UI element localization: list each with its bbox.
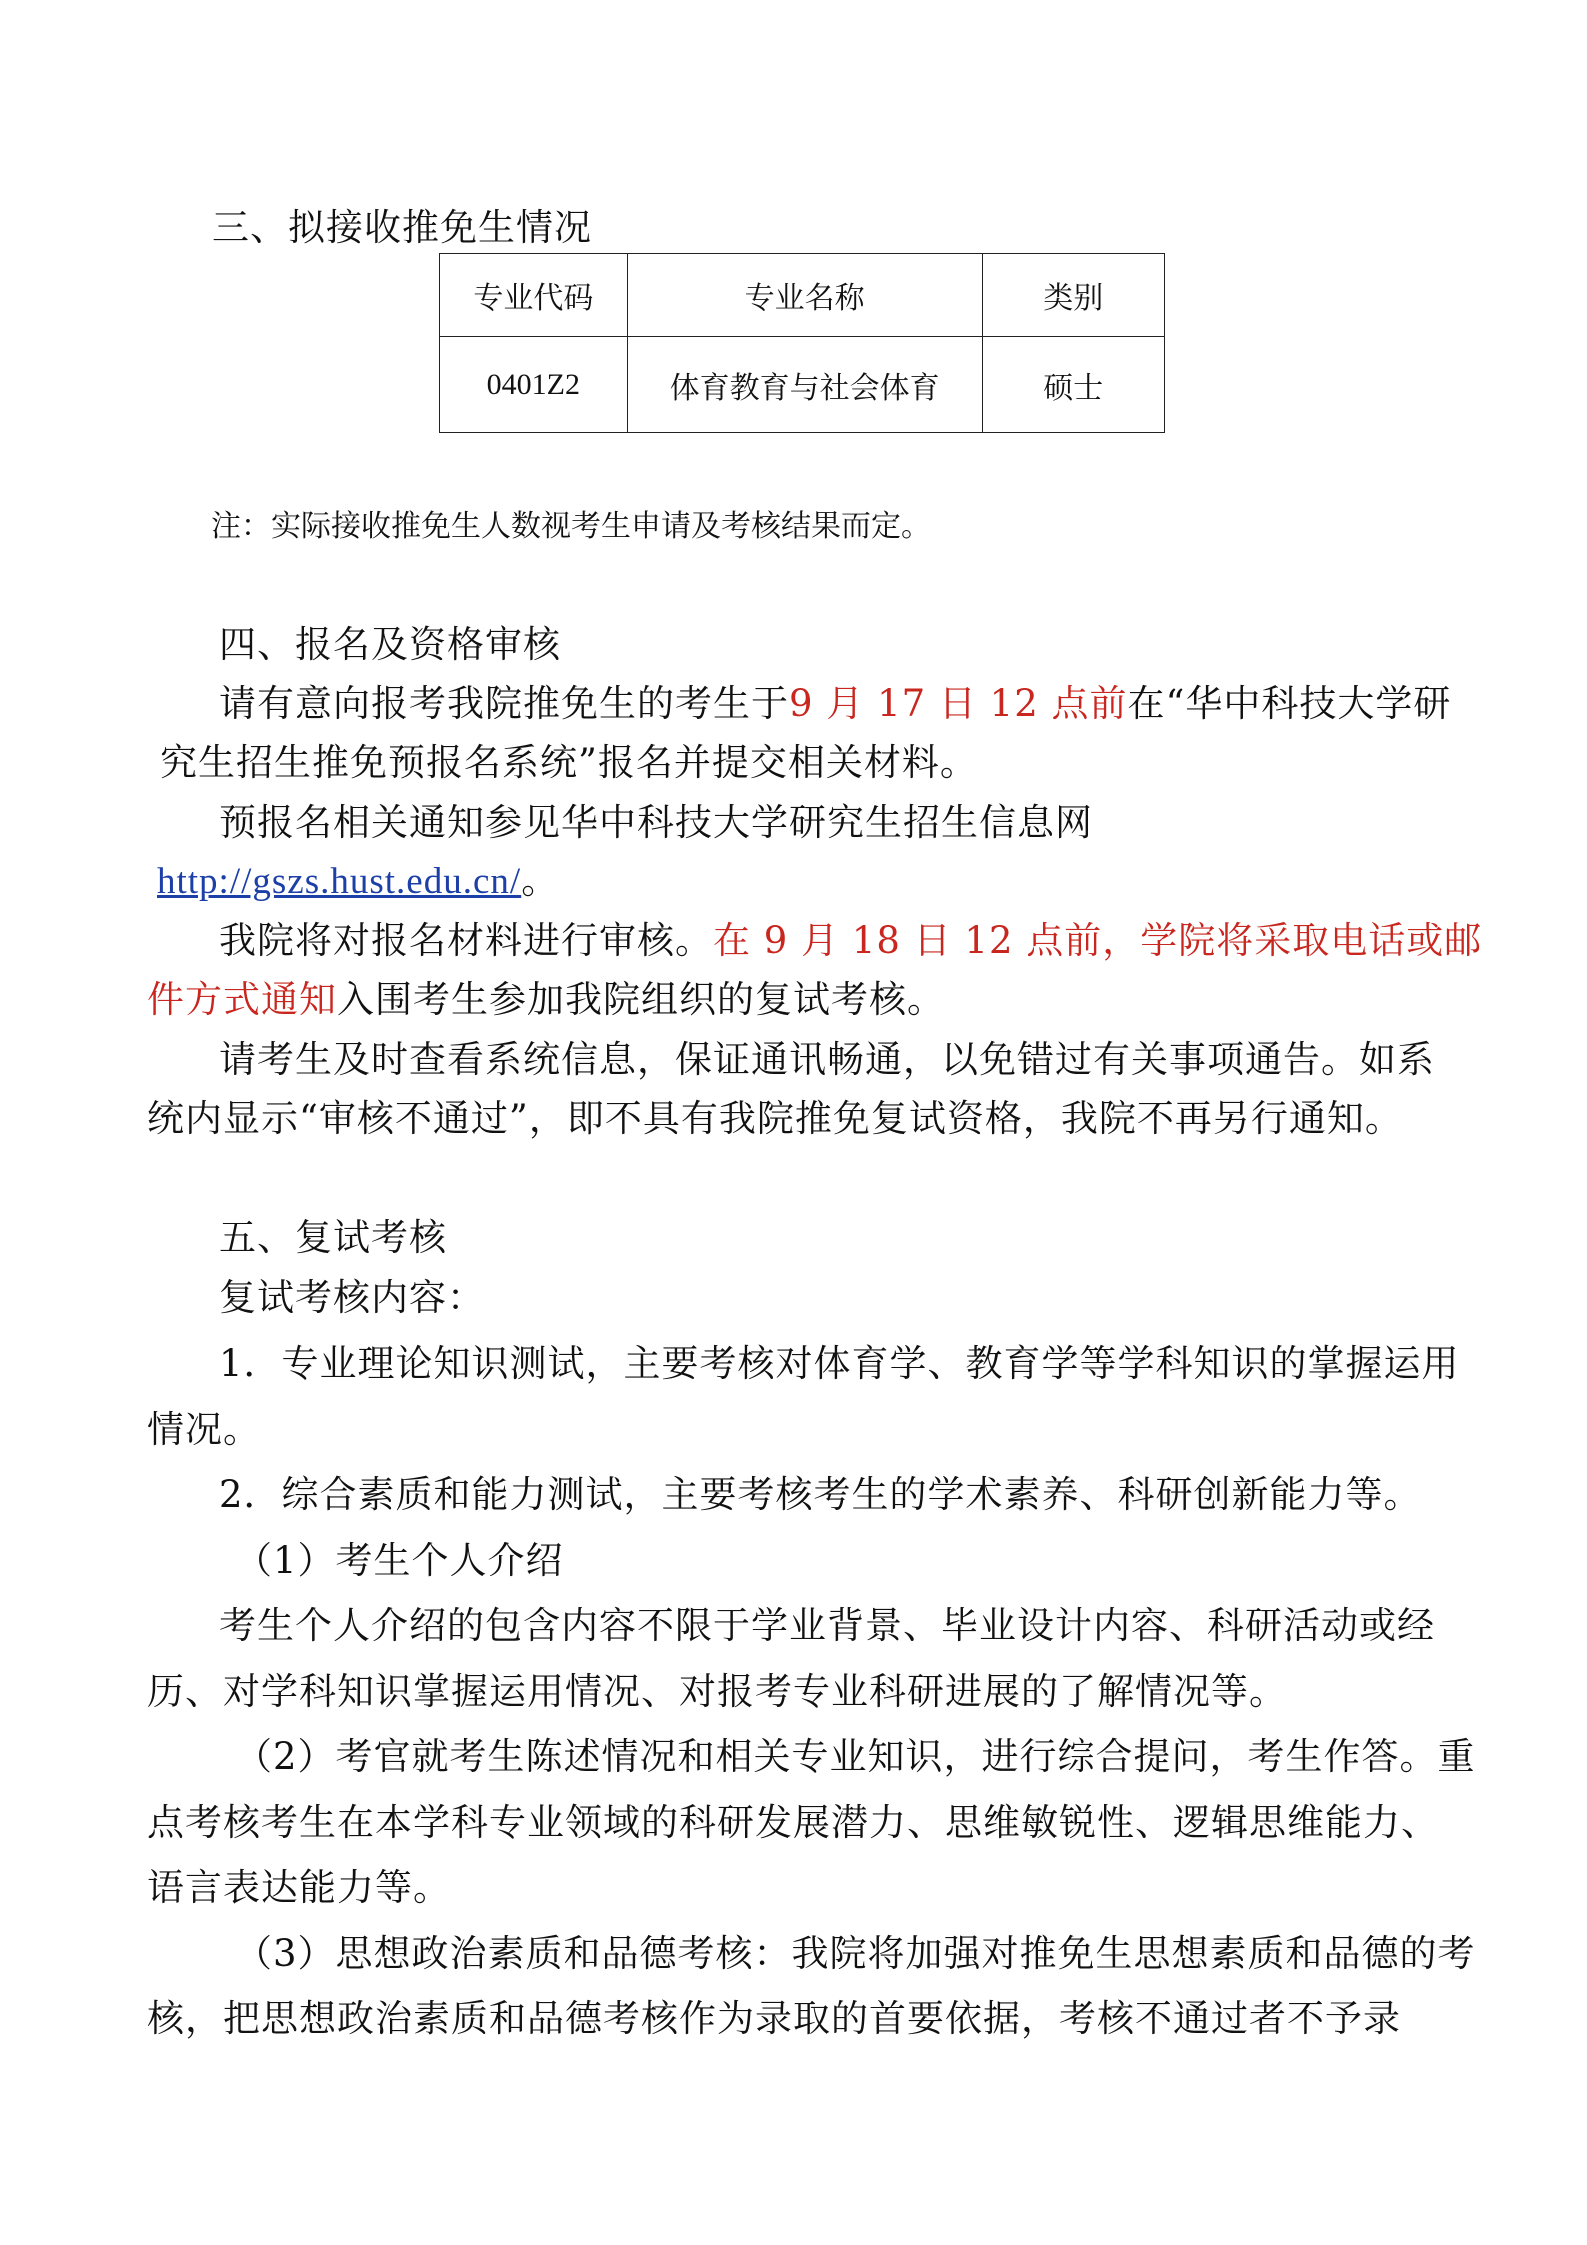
paragraph-line: 历、对学科知识掌握运用情况、对报考专业科研进展的了解情况等。 xyxy=(147,1670,1287,1713)
registration-deadline: 9 月 17 日 12 点前 xyxy=(789,682,1128,725)
paragraph-line: 考生个人介绍的包含内容不限于学业背景、毕业设计内容、科研活动或经 xyxy=(219,1604,1435,1647)
table-note: 注：实际接收推免生人数视考生申请及考核结果而定。 xyxy=(211,509,931,544)
paragraph-line: 语言表达能力等。 xyxy=(147,1866,451,1909)
paragraph-line xyxy=(219,918,1482,964)
paragraph-line: 复试考核内容： xyxy=(219,1276,485,1319)
admissions-website-link[interactable]: http://gszs.hust.edu.cn/ xyxy=(157,861,522,902)
paragraph-line: 点考核考生在本学科专业领域的科研发展潜力、思维敏锐性、逻辑思维能力、 xyxy=(147,1801,1439,1844)
header-major-code: 专业代码 xyxy=(440,254,628,337)
registration-text-cont: 在“华中科技大学研 xyxy=(1127,682,1452,725)
paragraph-line xyxy=(157,858,559,905)
link-tail: 。 xyxy=(521,859,560,902)
paragraph-line: 1．专业理论知识测试，主要考核对体育学、教育学等学科知识的掌握运用 xyxy=(219,1342,1460,1385)
majors-table xyxy=(439,253,1165,433)
paragraph-line: 究生招生推免预报名系统”报名并提交相关材料。 xyxy=(160,741,978,784)
paragraph-line xyxy=(219,681,1451,727)
cell-category: 硕士 xyxy=(982,337,1164,433)
paragraph-line: 核，把思想政治素质和品德考核作为录取的首要依据，考核不通过者不予录 xyxy=(147,1997,1401,2040)
paragraph-line: （1）考生个人介绍 xyxy=(235,1539,564,1582)
paragraph-line: （2）考官就考生陈述情况和相关专业知识，进行综合提问，考生作答。重 xyxy=(235,1735,1476,1778)
section-4-heading: 四、报名及资格审核 xyxy=(219,623,561,666)
paragraph-line: 情况。 xyxy=(147,1408,261,1451)
paragraph-line xyxy=(147,977,945,1023)
cell-major-code: 0401Z2 xyxy=(440,337,628,433)
section-3-heading: 三、拟接收推免生情况 xyxy=(212,206,592,249)
registration-text: 请有意向报考我院推免生的考生于 xyxy=(219,682,789,725)
table-header-row xyxy=(440,254,1165,337)
table-row xyxy=(440,337,1165,433)
paragraph-line: 2．综合素质和能力测试，主要考核考生的学术素养、科研创新能力等。 xyxy=(219,1473,1422,1516)
header-major-name: 专业名称 xyxy=(627,254,982,337)
notification-method: 件方式通知 xyxy=(147,978,337,1021)
notification-deadline: 在 9 月 18 日 12 点前，学院将采取电话或邮 xyxy=(713,919,1483,962)
review-text: 我院将对报名材料进行审核。 xyxy=(219,919,713,962)
paragraph-line: 统内显示“审核不通过”，即不具有我院推免复试资格，我院不再另行通知。 xyxy=(147,1097,1403,1140)
section-5-heading: 五、复试考核 xyxy=(219,1216,447,1259)
header-category: 类别 xyxy=(982,254,1164,337)
paragraph-line: （3）思想政治素质和品德考核：我院将加强对推免生思想素质和品德的考 xyxy=(235,1932,1476,1975)
paragraph-line: 预报名相关通知参见华中科技大学研究生招生信息网 xyxy=(219,801,1093,844)
cell-major-name: 体育教育与社会体育 xyxy=(627,337,982,433)
notification-text: 入围考生参加我院组织的复试考核。 xyxy=(337,978,945,1021)
paragraph-line: 请考生及时查看系统信息，保证通讯畅通，以免错过有关事项通告。如系 xyxy=(219,1038,1435,1081)
